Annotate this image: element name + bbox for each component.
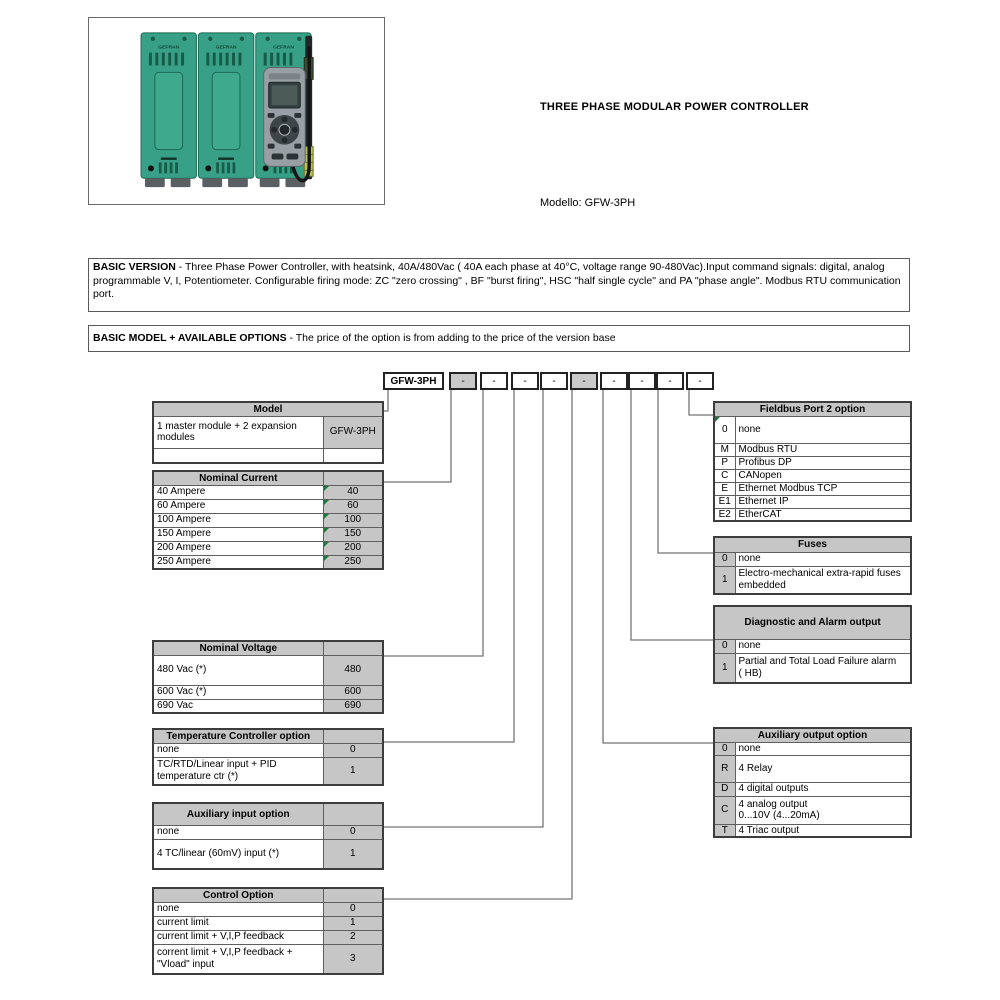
cell-key: R [714,755,735,782]
cell-key: E [714,482,735,495]
cell-desc: none [153,902,323,916]
table-header: Model [153,402,383,416]
control-option-table [152,887,384,975]
order-code-model-box: GFW-3PH [383,372,444,390]
green-corner-marker [324,500,329,505]
green-corner-marker [324,528,329,533]
green-corner-marker [324,542,329,547]
cell-value: 1 [323,757,383,785]
cell-desc: Electro-mechanical extra-rapid fuses embedded [735,566,911,594]
model-label: Modello: GFW-3PH [540,197,636,209]
order-code-separator-1: - [449,372,477,390]
cell-value: 60 [323,499,383,513]
table-header: Diagnostic and Alarm output [714,606,911,639]
connector-nominal-voltage [380,390,483,656]
cell-desc: CANopen [735,469,911,482]
cell-desc: none [735,552,911,566]
connector-control [380,390,572,899]
cell-key: 1 [714,653,735,683]
doc-title: THREE PHASE MODULAR POWER CONTROLLER [540,101,809,113]
order-code-separator-9: - [686,372,714,390]
table-header-blank [323,888,383,902]
order-code-separator-5: - [570,372,598,390]
cell-desc: Modbus RTU [735,443,911,456]
cell-desc: current limit [153,916,323,930]
cell-desc: Profibus DP [735,456,911,469]
cell-value: 690 [323,699,383,713]
model-table [152,401,384,464]
brand-label: GEFRAN [158,45,180,51]
cell-key: T [714,824,735,837]
cell-key: 0 [714,416,735,443]
table-header: Control Option [153,888,323,902]
cell-value: 480 [323,655,383,685]
cell-key: 1 [714,566,735,594]
connector-fieldbus [689,390,715,415]
table-header: Temperature Controller option [153,729,323,743]
cell-desc: 40 Ampere [153,485,323,499]
aux-output-table [713,727,912,838]
power-module-2 [198,33,253,187]
aux-input-table [152,802,384,870]
order-code-separator-2: - [480,372,508,390]
cell-desc: 600 Vac (*) [153,685,323,699]
nominal-current-table [152,470,384,570]
order-code-separator-6: - [600,372,628,390]
cell-desc: corrent limit + V,I,P feedback + "Vload" input [153,944,323,974]
table-header: Fieldbus Port 2 option [714,402,911,416]
cell-desc: 4 digital outputs [735,782,911,796]
green-corner-marker [715,417,720,422]
cell-desc: 480 Vac (*) [153,655,323,685]
cell-desc [153,448,323,463]
cell-key: E1 [714,495,735,508]
connector-aux-output [603,390,715,743]
power-module-1 [141,33,196,187]
cell-value: 0 [323,825,383,839]
cell-desc: EtherCAT [735,508,911,521]
cell-key: 0 [714,639,735,653]
table-header-blank [323,803,383,825]
basic-version-heading: BASIC VERSION [93,261,176,273]
cell-desc: 4 Triac output [735,824,911,837]
cell-value: 1 [323,916,383,930]
cell-value: 150 [323,527,383,541]
cell-desc: 1 master module + 2 expansion modules [153,416,323,448]
cell-desc: TC/RTD/Linear input + PID temperature ctr (*) [153,757,323,785]
cell-key: P [714,456,735,469]
cell-desc: Ethernet IP [735,495,911,508]
connector-fuses [658,390,715,553]
product-photo-frame [88,17,385,205]
cell-value: 2 [323,930,383,944]
cell-desc: none [735,416,911,443]
brand-label: GEFRAN [273,45,294,51]
product-photo [89,18,382,202]
cell-desc: Partial and Total Load Failure alarm ( HB) [735,653,911,683]
table-header-blank [323,471,383,485]
cell-desc: 100 Ampere [153,513,323,527]
basic-model-text: - The price of the option is from adding to the price of the version base [286,332,616,344]
cell-desc: 4 Relay [735,755,911,782]
cell-desc: none [735,639,911,653]
basic-version-text: - Three Phase Power Controller, with heatsink, 40A/480Vac ( 40A each phase at 40°C, voltage range 90-480Vac).Input command signals: digital, analog programmable V, I, Potentiometer. Configurable firing mode: ZC "zero crossing" , BF "burst firing", HSC "half single cycle" and PA "phase angle". Modbus RTU communication port. [93,261,901,300]
keypad-display-unit [264,67,306,166]
green-corner-marker [324,486,329,491]
order-code-separator-7: - [628,372,656,390]
order-code-separator-3: - [511,372,539,390]
cell-desc: 200 Ampere [153,541,323,555]
fieldbus-table [713,401,912,522]
cell-key: C [714,469,735,482]
cell-key: M [714,443,735,456]
connector-diagnostic [631,390,715,640]
brand-label: GEFRAN [215,45,237,51]
connector-temperature [380,390,514,742]
table-header: Fuses [714,537,911,552]
connector-nominal-current [380,390,451,482]
green-corner-marker [324,514,329,519]
cell-desc: 60 Ampere [153,499,323,513]
cell-desc: 250 Ampere [153,555,323,569]
fuses-table [713,536,912,595]
table-header: Auxiliary output option [714,728,911,742]
green-corner-marker [324,556,329,561]
cell-desc: none [153,743,323,757]
cell-desc: 690 Vac [153,699,323,713]
order-code-separator-4: - [540,372,568,390]
table-header-blank [323,641,383,655]
cell-value: 200 [323,541,383,555]
basic-model-paragraph [88,325,910,352]
cell-value: 40 [323,485,383,499]
diagnostic-table [713,605,912,684]
power-module-3 [256,33,313,187]
table-header: Nominal Voltage [153,641,323,655]
table-header-blank [323,729,383,743]
cell-key: C [714,796,735,824]
cell-key: E2 [714,508,735,521]
cell-value: 600 [323,685,383,699]
cell-key: 0 [714,552,735,566]
basic-version-paragraph [88,258,910,312]
cell-key: D [714,782,735,796]
cell-value: 3 [323,944,383,974]
cell-value: 100 [323,513,383,527]
cell-desc: 150 Ampere [153,527,323,541]
cell-value [323,448,383,463]
basic-model-heading: BASIC MODEL + AVAILABLE OPTIONS [93,332,287,344]
cell-desc: none [153,825,323,839]
order-code-separator-8: - [656,372,684,390]
nominal-voltage-table [152,640,384,714]
cell-value: GFW-3PH [323,416,383,448]
table-header: Auxiliary input option [153,803,323,825]
cell-desc: Ethernet Modbus TCP [735,482,911,495]
table-header: Nominal Current [153,471,323,485]
cell-desc: 4 analog output 0...10V (4...20mA) [735,796,911,824]
cell-desc: none [735,742,911,755]
temperature-controller-table [152,728,384,786]
cell-desc: 4 TC/linear (60mV) input (*) [153,839,323,869]
cell-key: 0 [714,742,735,755]
cell-value: 250 [323,555,383,569]
cell-value: 0 [323,902,383,916]
cell-value: 0 [323,743,383,757]
cell-value: 1 [323,839,383,869]
cell-desc: current limit + V,I,P feedback [153,930,323,944]
connector-aux-input [380,390,543,827]
